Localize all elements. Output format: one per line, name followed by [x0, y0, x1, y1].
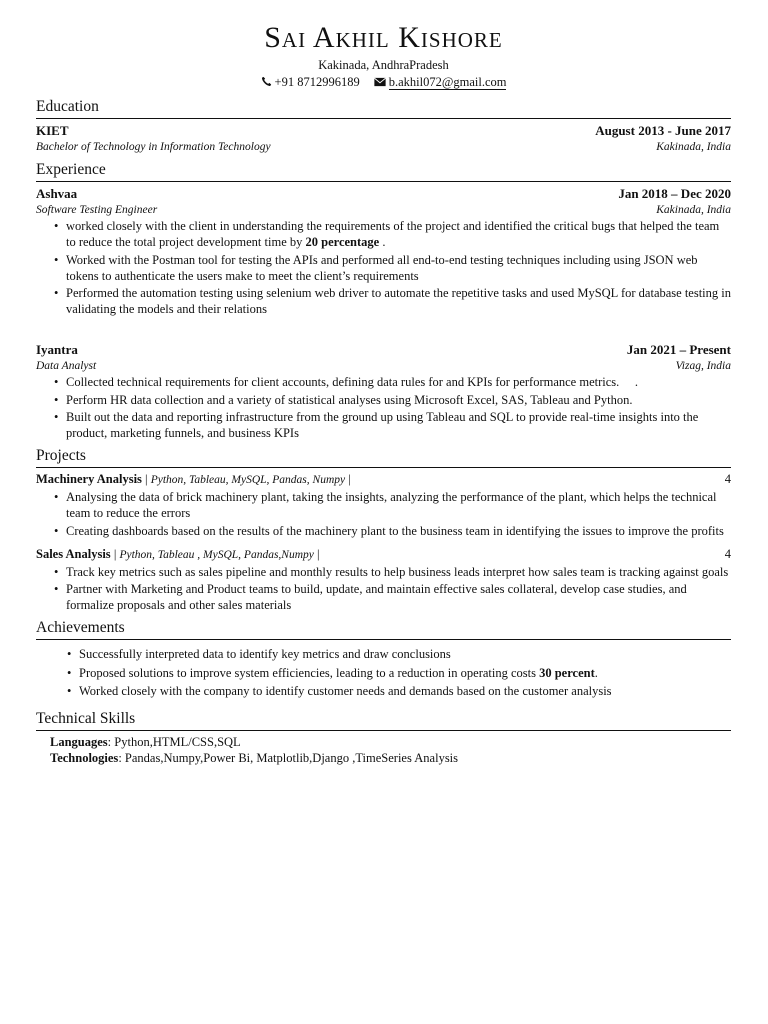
job-role: Data Analyst — [36, 360, 97, 372]
project-mark: 4 — [724, 472, 731, 486]
education-degree: Bachelor of Technology in Information Technology — [36, 141, 271, 153]
project-machinery-analysis: Machinery Analysis | Python, Tableau, MySQL, Pandas, Numpy | 4 • Analysing the data of brick machinery plant, taking the insights, analyzing the performance of the plant, which helps the technical team to reduce the errors • Creating dashboards based on the results of the machinery plant to the business team in identifying the issues to improve the profits — [36, 471, 731, 539]
contact-line — [36, 73, 731, 92]
list-item: • Track key metrics such as sales pipeline and monthly results to help business leads interpret how sales team is tracking against goals — [66, 564, 731, 580]
job-bullets — [36, 218, 731, 317]
skills-languages: Languages: Python,HTML/CSS,SQL — [50, 735, 241, 749]
experience-entry-iyantra — [36, 341, 731, 441]
job-role: Software Testing Engineer — [36, 204, 158, 216]
list-item: • Worked closely with the company to identify customer needs and demands based on the customer analysis — [79, 683, 731, 700]
project-tech: Python, Tableau , MySQL, Pandas,Numpy — [119, 548, 314, 561]
job-dates: Jan 2018 – Dec 2020 — [618, 186, 731, 201]
project-bullets — [36, 489, 731, 539]
education-heading: Education — [36, 97, 731, 119]
candidate-name: Sai Akhil Kishore — [264, 21, 503, 54]
education-institution: KIET — [36, 123, 69, 138]
project-name: Sales Analysis — [36, 546, 111, 561]
project-mark: 4 — [724, 546, 731, 561]
resume-page — [36, 18, 731, 766]
list-item: • worked closely with the client in understanding the requirements of the project and identified the critical bugs that helped the team to reduce the total project development time by 20 percentage . — [66, 218, 731, 250]
project-tech: Python, Tableau, MySQL, Pandas, Numpy — [150, 474, 346, 486]
experience-entry-ashvaa — [36, 185, 731, 317]
skills-heading: Technical Skills — [36, 709, 731, 731]
list-item: • Built out the data and reporting infrastructure from the ground up using Tableau and SQL to provide real-time insights into the product, marketing funnels, and business KPIs — [66, 409, 731, 441]
achievements-heading: Achievements — [36, 618, 731, 640]
list-item: • Collected technical requirements for client accounts, defining data rules for and KPIs for performance metrics. . — [66, 374, 731, 390]
job-bullets — [36, 374, 731, 441]
list-item: • Creating dashboards based on the results of the machinery plant to the business team in identifying the issues to improve the profits — [66, 523, 731, 539]
education-place: Kakinada, India — [656, 141, 731, 153]
candidate-location: Kakinada, AndhraPradesh — [318, 58, 449, 72]
project-name: Machinery Analysis — [36, 472, 142, 486]
phone-number: +91 8712996189 — [274, 75, 360, 89]
list-item: • Worked with the Postman tool for testing the APIs and performed all end-to-end testing techniques including using JSON web tokens to authenticate the users make to meet the client’s requirements — [66, 252, 731, 284]
experience-heading: Experience — [36, 160, 731, 182]
skills-block — [36, 734, 731, 766]
skills-technologies: Technologies: Pandas,Numpy,Power Bi, Matplotlib,Django ,TimeSeries Analysis — [50, 751, 459, 765]
education-dates: August 2013 - June 2017 — [595, 123, 731, 138]
education-entry — [36, 122, 731, 155]
achievements-list — [36, 646, 731, 700]
list-item: • Successfully interpreted data to identify key metrics and draw conclusions — [79, 646, 731, 663]
email-link[interactable]: b.akhil072@gmail.com — [388, 75, 507, 89]
project-bullets — [36, 564, 731, 614]
job-place: Kakinada, India — [656, 204, 731, 216]
job-place: Vizag, India — [675, 360, 731, 372]
phone-icon — [261, 74, 272, 92]
list-item: • Perform HR data collection and a variety of statistical analyses using Microsoft Excel, SAS, Tableau and Python. — [66, 392, 731, 408]
list-item: • Proposed solutions to improve system efficiencies, leading to a reduction in operating costs 30 percent. — [79, 665, 731, 682]
job-dates: Jan 2021 – Present — [626, 342, 731, 357]
envelope-icon — [374, 74, 386, 92]
list-item: • Performed the automation testing using selenium web driver to automate the repetitive tasks and used MySQL for database testing in validating the models and their relations — [66, 285, 731, 317]
list-item: • Analysing the data of brick machinery plant, taking the insights, analyzing the performance of the plant, which helps the technical team to reduce the errors — [66, 489, 731, 521]
projects-heading: Projects — [36, 446, 731, 468]
company-name: Ashvaa — [36, 186, 78, 201]
project-sales-analysis: Sales Analysis | Python, Tableau , MySQL, Pandas,Numpy | 4 • Track key metrics such as sales pipeline and monthly results to help business leads interpret how sales team is tracking against goals • Partner with Marketing and Product teams to build, update, and maintain effective sales collateral, develop case studies, and formalize proposals and other sales materials — [36, 546, 731, 614]
company-name: Iyantra — [36, 342, 78, 357]
list-item: • Partner with Marketing and Product teams to build, update, and maintain effective sales collateral, develop case studies, and formalize proposals and other sales materials — [66, 581, 731, 613]
